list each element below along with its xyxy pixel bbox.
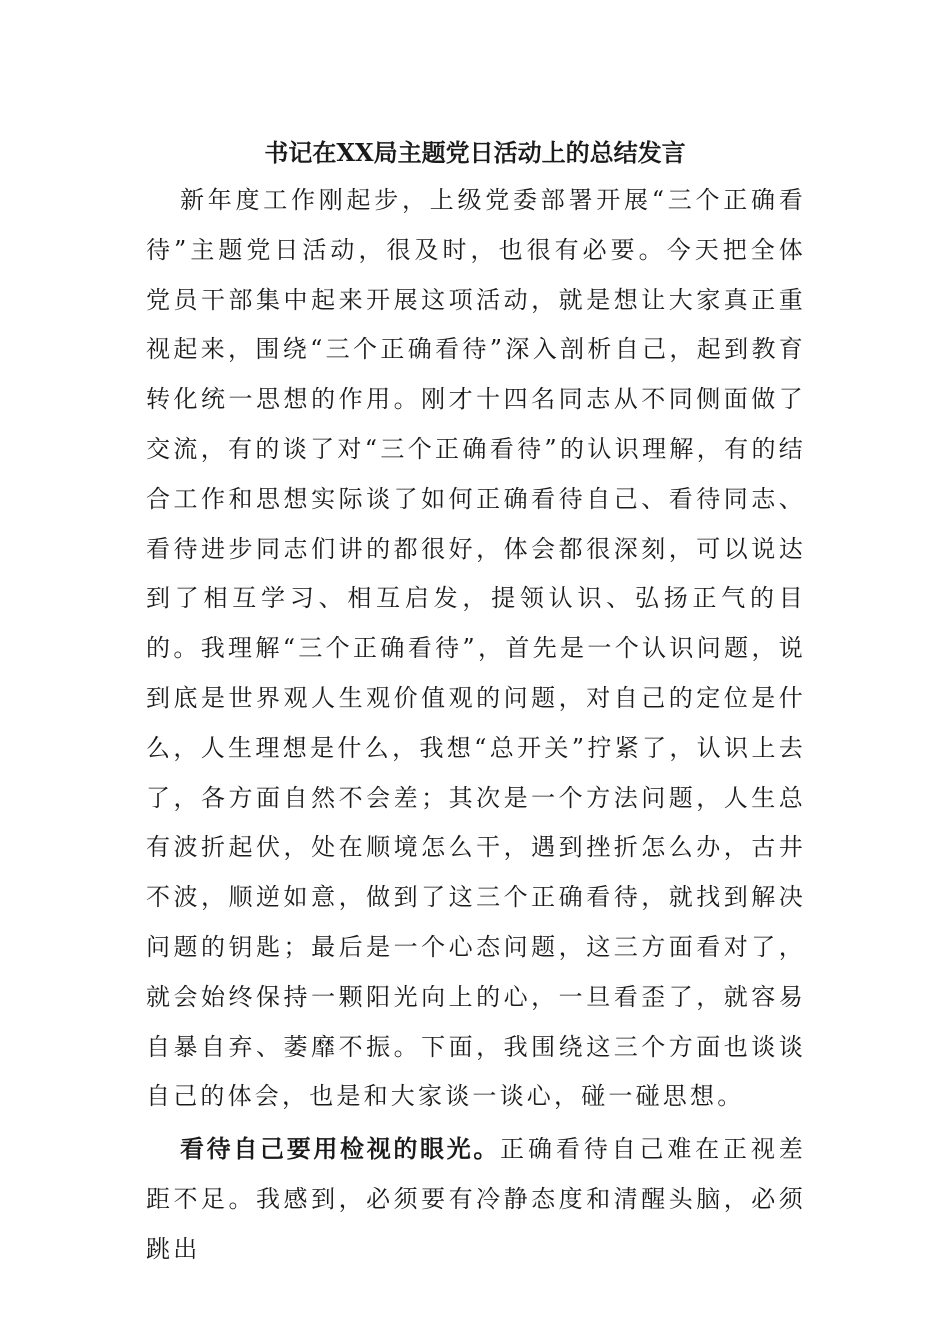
paragraph-2-text: 正确看待自己难在正视差距不足。我感到，必须要有冷静态度和清醒头脑，必须跳出 xyxy=(146,1135,807,1263)
body-paragraph-1 xyxy=(146,176,806,1122)
paragraph-1-text: 新年度工作刚起步，上级党委部署开展“三个正确看待”主题党日活动，很及时，也很有必要。今天把全体党员干部集中起来开展这项活动，就是想让大家真正重视起来，围绕“三个正确看待”深入剖析自己，起到教育转化统一思想的作用。刚才十四名同志从不同侧面做了交流，有的谈了对“三个正确看待”的认识理解，有的结合工作和思想实际谈了如何正确看待自己、看待同志、看待进步同志们讲的都很好，体会都很深刻，可以说达到了相互学习、相互启发，提领认识、弘扬正气的目的。我理解“三个正确看待”，首先是一个认识问题，说到底是世界观人生观价值观的问题，对自己的定位是什么，人生理想是什么，我想“总开关”拧紧了，认识上去了，各方面自然不会差；其次是一个方法问题，人生总有波折起伏，处在顺境怎么干，遇到挫折怎么办，古井不波，顺逆如意，做到了这三个正确看待，就找到解决问题的钥匙；最后是一个心态问题，这三方面看对了，就会始终保持一颗阳光向上的心，一旦看歪了，就容易自暴自弃、萎靡不振。下面，我围绕这三个方面也谈谈自己的体会，也是和大家谈一谈心，碰一碰思想。 xyxy=(146,186,806,1111)
body-paragraph-2 xyxy=(146,1124,806,1274)
document-title: 书记在XX局主题党日活动上的总结发言 xyxy=(264,138,686,167)
paragraph-2-lead-heading: 看待自己要用检视的眼光。 xyxy=(180,1134,501,1163)
